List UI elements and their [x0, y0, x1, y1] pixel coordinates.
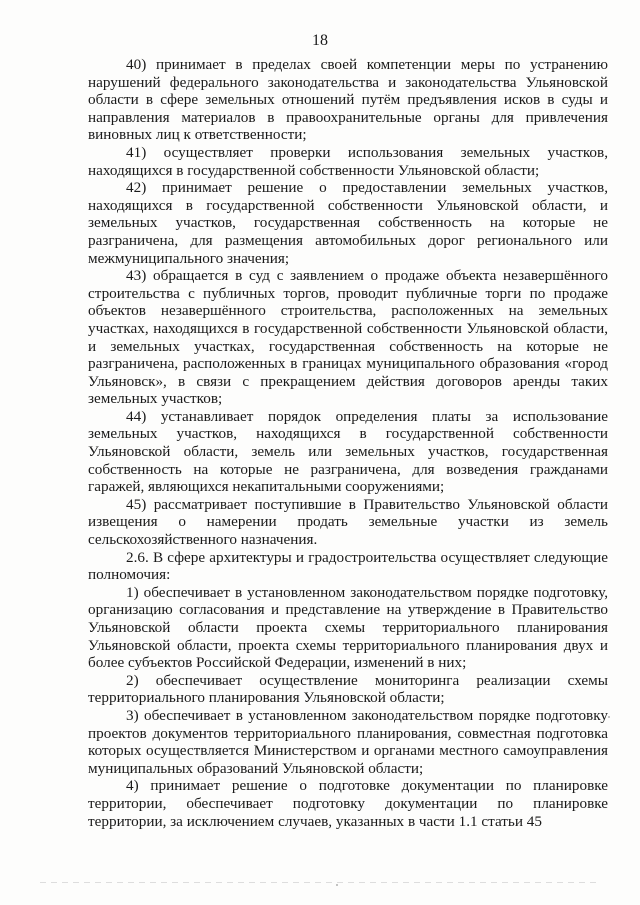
- paragraph-2-6-3: 3) обеспечивает в установленном законодательством порядке подготовку проектов документов территориального планирования, совместная подготовка которых осуществляется Министерством и органами местного самоуправления муниципальных образований Ульяновской области;: [88, 706, 608, 777]
- page-number: 18: [312, 32, 328, 49]
- paragraph-41: 41) осуществляет проверки использования земельных участков, находящихся в государственной собственности Ульяновской области;: [88, 143, 608, 179]
- scan-artifact-dot: [336, 884, 338, 886]
- paragraph-2-6-2: 2) обеспечивает осуществление мониторинга реализации схемы территориального планирования Ульяновской области;: [88, 671, 608, 707]
- paragraph-45: 45) рассматривает поступившие в Правительство Ульяновской области извещения о намерении продать земельные участки из земель сельскохозяйственного назначения.: [88, 495, 608, 549]
- document-body: [88, 56, 608, 830]
- paragraph-43: 43) обращается в суд с заявлением о продаже объекта незавершённого строительства с публичных торгов, проводит публичные торги по продаже объектов незавершённого строительства, расположенных на земельных участках, находящихся в государственной собственности Ульяновской области, и земельных участках, государственная собственность на которые не разграничена, расположенных в границах муниципального образования «город Ульяновск», в связи с прекращением действия договоров аренды таких земельных участков;: [88, 267, 608, 408]
- scan-artifact-dot: [608, 716, 610, 718]
- paragraph-44: 44) устанавливает порядок определения платы за использование земельных участков, находящихся в государственной собственности Ульяновской области, земель или земельных участков, государственная собственность на которые не разграничена, для возведения гражданами гаражей, являющихся некапитальными сооружениями;: [88, 407, 608, 496]
- paragraph-42: 42) принимает решение о предоставлении земельных участков, находящихся в государственной собственности Ульяновской области, и земельных участков, государственная собственность на которые не разграничена, для размещения автомобильных дорог регионального или межмуниципального значения;: [88, 179, 608, 267]
- paragraph-40: 40) принимает в пределах своей компетенции меры по устранению нарушений федерального законодательства и законодательства Ульяновской области в сфере земельных отношений путём предъявления исков в суды и направления материалов в правоохранительные органы для привлечения виновных лиц к ответственности;: [88, 56, 608, 144]
- scan-artifact-line: [40, 882, 600, 883]
- paragraph-2-6-4: 4) принимает решение о подготовке документации по планировке территории, обеспечивает подготовку документации по планировке территории, за исключением случаев, указанных в части 1.1 статьи 45: [88, 777, 608, 830]
- section-2-6-heading: 2.6. В сфере архитектуры и градостроительства осуществляет следующие полномочия:: [88, 548, 608, 584]
- paragraph-2-6-1: 1) обеспечивает в установленном законодательством порядке подготовку, организацию согласования и представление на утверждение в Правительство Ульяновской области проекта схемы территориального планирования Ульяновской области, проекта схемы территориального планирования двух и более субъектов Российской Федерации, изменений в них;: [88, 583, 608, 672]
